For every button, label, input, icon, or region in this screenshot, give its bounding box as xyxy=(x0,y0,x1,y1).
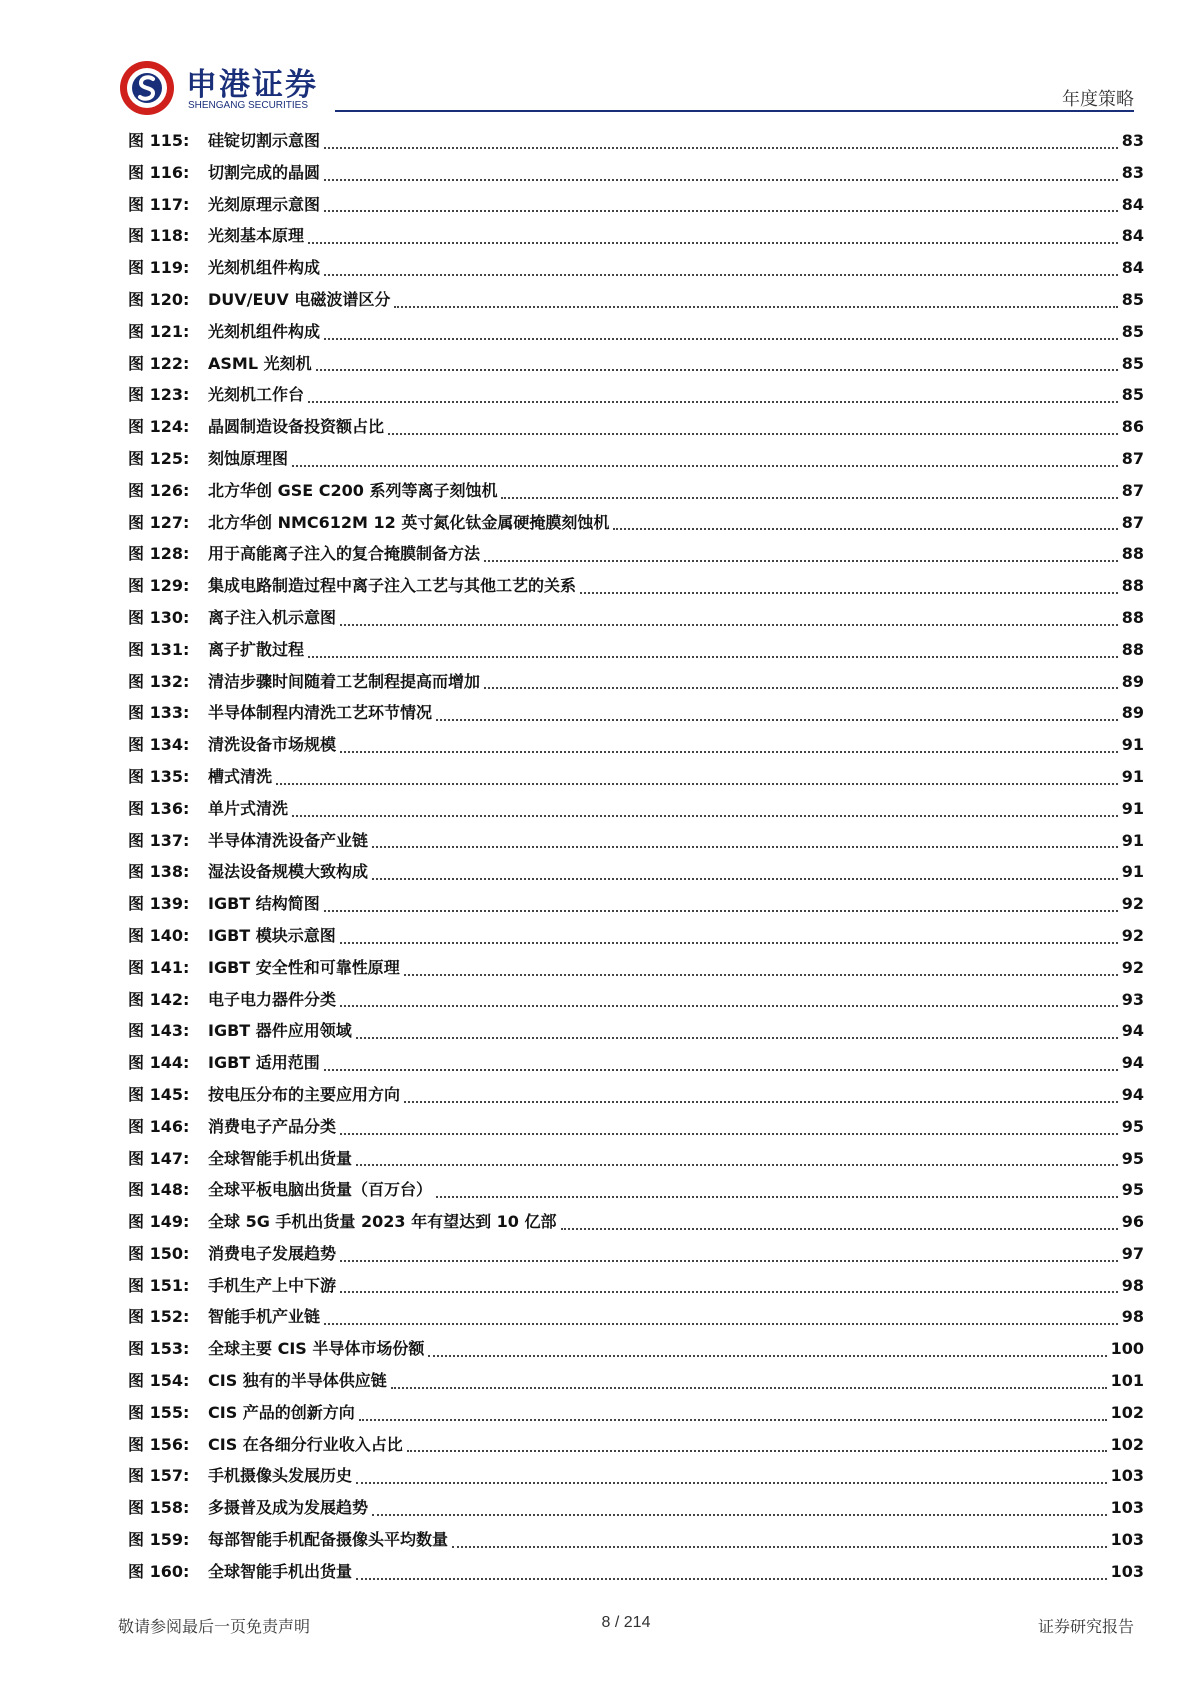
page-number: 84 xyxy=(1121,258,1144,278)
toc-entry[interactable] xyxy=(128,573,1144,605)
toc-entry[interactable] xyxy=(128,891,1144,923)
report-section-label: 年度策略 xyxy=(1062,89,1134,110)
dot-leader xyxy=(501,496,1117,499)
page-number: 85 xyxy=(1121,289,1144,309)
figure-title: 每部智能手机配备摄像头平均数量 xyxy=(208,1530,449,1550)
page-number: 91 xyxy=(1121,735,1144,755)
dot-leader xyxy=(340,1004,1118,1007)
brand-english-name: SHENGANG SECURITIES xyxy=(188,100,309,111)
page-indicator: 8 / 214 xyxy=(601,1614,651,1631)
figure-title: 清洁步骤时间随着工艺制程提高而增加 xyxy=(208,671,481,691)
figure-number: 图 150: xyxy=(128,1243,190,1263)
figure-number: 图 154: xyxy=(128,1371,190,1391)
toc-entry[interactable] xyxy=(128,510,1144,542)
dot-leader xyxy=(356,1577,1107,1580)
toc-entry[interactable] xyxy=(128,1050,1144,1082)
figure-title: 硅锭切割示意图 xyxy=(208,131,321,150)
toc-entry[interactable] xyxy=(128,1336,1144,1368)
figure-number: 图 130: xyxy=(128,607,190,627)
dot-leader xyxy=(308,241,1118,244)
dot-leader xyxy=(436,718,1118,721)
dot-leader xyxy=(391,1386,1107,1389)
page-number: 102 xyxy=(1110,1402,1144,1422)
dot-leader xyxy=(292,814,1118,817)
dot-leader xyxy=(340,1259,1118,1262)
figure-title: CIS 产品的创新方向 xyxy=(208,1402,355,1422)
page-footer xyxy=(118,1614,1134,1636)
toc-entry[interactable] xyxy=(128,255,1144,287)
dot-leader xyxy=(324,337,1118,340)
page-number: 95 xyxy=(1121,1148,1144,1168)
figure-number: 图 138: xyxy=(128,862,190,882)
figure-number: 图 116: xyxy=(128,162,190,182)
dot-leader xyxy=(404,1100,1118,1103)
figure-number: 图 125: xyxy=(128,448,190,468)
figure-number: 图 131: xyxy=(128,639,190,659)
toc-entry[interactable] xyxy=(128,796,1144,828)
dot-leader xyxy=(394,305,1117,308)
figure-title: 手机生产上中下游 xyxy=(208,1275,337,1295)
figure-title: CIS 在各细分行业收入占比 xyxy=(208,1434,403,1454)
shengang-logo-icon xyxy=(118,59,176,117)
dot-leader xyxy=(324,1068,1118,1071)
figure-title: IGBT 安全性和可靠性原理 xyxy=(208,957,400,977)
page-number: 94 xyxy=(1121,1021,1144,1041)
figure-number: 图 122: xyxy=(128,353,190,373)
toc-entry[interactable] xyxy=(128,1463,1144,1495)
dot-leader xyxy=(340,623,1118,626)
toc-entry[interactable] xyxy=(128,478,1144,510)
dot-leader xyxy=(372,877,1118,880)
dot-leader xyxy=(388,432,1118,435)
toc-entry[interactable] xyxy=(128,223,1144,255)
figure-number: 图 115: xyxy=(128,131,190,150)
page-number: 84 xyxy=(1121,226,1144,246)
figure-title: 光刻机工作台 xyxy=(208,385,305,405)
page-number: 93 xyxy=(1121,989,1144,1009)
page-number: 103 xyxy=(1110,1530,1144,1550)
figure-title: IGBT 结构简图 xyxy=(208,894,320,914)
page-number: 95 xyxy=(1121,1116,1144,1136)
dot-leader xyxy=(372,845,1118,848)
figure-title: 晶圆制造设备投资额占比 xyxy=(208,417,385,437)
figure-number: 图 147: xyxy=(128,1148,190,1168)
figure-number: 图 139: xyxy=(128,894,190,914)
figure-title: 消费电子发展趋势 xyxy=(208,1243,337,1263)
figure-title: 半导体制程内清洗工艺环节情况 xyxy=(208,703,433,723)
page-number: 88 xyxy=(1121,576,1144,596)
toc-entry[interactable] xyxy=(128,1368,1144,1400)
dot-leader xyxy=(436,1195,1118,1198)
figure-title: 全球 5G 手机出货量 2023 年有望达到 10 亿部 xyxy=(208,1212,557,1232)
figure-list xyxy=(128,128,1144,1591)
dot-leader xyxy=(324,146,1118,149)
figure-title: 半导体清洗设备产业链 xyxy=(208,830,369,850)
page-number: 83 xyxy=(1121,162,1144,182)
figure-title: 切割完成的晶圆 xyxy=(208,162,321,182)
page-number: 94 xyxy=(1121,1053,1144,1073)
dot-leader xyxy=(484,686,1118,689)
page-number: 100 xyxy=(1110,1339,1144,1359)
dot-leader xyxy=(308,655,1118,658)
toc-entry[interactable] xyxy=(128,192,1144,224)
toc-entry[interactable] xyxy=(128,1559,1144,1591)
figure-title: 光刻机组件构成 xyxy=(208,258,321,278)
toc-entry[interactable] xyxy=(128,732,1144,764)
toc-entry[interactable] xyxy=(128,923,1144,955)
figure-title: 用于高能离子注入的复合掩膜制备方法 xyxy=(208,544,481,564)
figure-number: 图 152: xyxy=(128,1307,190,1327)
figure-title: 电子电力器件分类 xyxy=(208,989,337,1009)
page-number: 103 xyxy=(1110,1561,1144,1581)
figure-number: 图 119: xyxy=(128,258,190,278)
dot-leader xyxy=(372,1513,1107,1516)
toc-entry[interactable] xyxy=(128,1495,1144,1527)
page-number: 94 xyxy=(1121,1084,1144,1104)
figure-number: 图 118: xyxy=(128,226,190,246)
figure-number: 图 144: xyxy=(128,1053,190,1073)
page-number: 92 xyxy=(1121,894,1144,914)
dot-leader xyxy=(340,941,1118,944)
dot-leader xyxy=(428,1354,1106,1357)
dot-leader xyxy=(340,1132,1118,1135)
figure-title: 按电压分布的主要应用方向 xyxy=(208,1084,401,1104)
toc-entry[interactable] xyxy=(128,287,1144,319)
dot-leader xyxy=(404,973,1118,976)
dot-leader xyxy=(308,400,1118,403)
figure-number: 图 158: xyxy=(128,1498,190,1518)
figure-number: 图 123: xyxy=(128,385,190,405)
figure-title: 全球平板电脑出货量（百万台） xyxy=(208,1180,433,1200)
toc-entry[interactable] xyxy=(128,382,1144,414)
figure-title: 消费电子产品分类 xyxy=(208,1116,337,1136)
toc-entry[interactable] xyxy=(128,1432,1144,1464)
page-number: 103 xyxy=(1110,1498,1144,1518)
brand-name: 申港证券 xyxy=(186,67,318,103)
figure-number: 图 128: xyxy=(128,544,190,564)
figure-number: 图 156: xyxy=(128,1434,190,1454)
dot-leader xyxy=(561,1227,1118,1230)
page-number: 86 xyxy=(1121,417,1144,437)
dot-leader xyxy=(324,178,1118,181)
figure-number: 图 142: xyxy=(128,989,190,1009)
page-number: 83 xyxy=(1121,131,1144,150)
toc-entry[interactable] xyxy=(128,987,1144,1019)
figure-title: 湿法设备规模大致构成 xyxy=(208,862,369,882)
figure-title: 北方华创 NMC612M 12 英寸氮化钛金属硬掩膜刻蚀机 xyxy=(208,512,610,532)
page-number: 85 xyxy=(1121,321,1144,341)
figure-title: 离子注入机示意图 xyxy=(208,607,337,627)
figure-number: 图 135: xyxy=(128,766,190,786)
dot-leader xyxy=(484,559,1118,562)
page-number: 89 xyxy=(1121,703,1144,723)
figure-title: 集成电路制造过程中离子注入工艺与其他工艺的关系 xyxy=(208,576,577,596)
figure-title: 光刻原理示意图 xyxy=(208,194,321,214)
toc-entry[interactable] xyxy=(128,1527,1144,1559)
figure-title: 刻蚀原理图 xyxy=(208,448,289,468)
toc-entry[interactable] xyxy=(128,128,1144,160)
toc-entry[interactable] xyxy=(128,1304,1144,1336)
page-number: 87 xyxy=(1121,512,1144,532)
toc-entry[interactable] xyxy=(128,319,1144,351)
toc-entry[interactable] xyxy=(128,414,1144,446)
toc-entry[interactable] xyxy=(128,1177,1144,1209)
figure-number: 图 146: xyxy=(128,1116,190,1136)
figure-number: 图 117: xyxy=(128,194,190,214)
dot-leader xyxy=(356,1163,1118,1166)
page-number: 88 xyxy=(1121,544,1144,564)
figure-number: 图 126: xyxy=(128,480,190,500)
page-number: 101 xyxy=(1110,1371,1144,1391)
page-header xyxy=(118,55,1134,115)
figure-title: 智能手机产业链 xyxy=(208,1307,321,1327)
figure-number: 图 141: xyxy=(128,957,190,977)
report-type: 证券研究报告 xyxy=(1037,1617,1134,1636)
toc-entry[interactable] xyxy=(128,859,1144,891)
figure-number: 图 129: xyxy=(128,576,190,596)
page-number: 103 xyxy=(1110,1466,1144,1486)
page-number: 98 xyxy=(1121,1307,1144,1327)
toc-entry[interactable] xyxy=(128,828,1144,860)
figure-number: 图 137: xyxy=(128,830,190,850)
dot-leader xyxy=(340,750,1118,753)
page-number: 89 xyxy=(1121,671,1144,691)
figure-title: 清洗设备市场规模 xyxy=(208,735,337,755)
figure-number: 图 140: xyxy=(128,925,190,945)
figure-number: 图 145: xyxy=(128,1084,190,1104)
dot-leader xyxy=(324,1322,1118,1325)
figure-title: 光刻机组件构成 xyxy=(208,321,321,341)
toc-entry[interactable] xyxy=(128,1400,1144,1432)
page-number: 96 xyxy=(1121,1212,1144,1232)
page-number: 98 xyxy=(1121,1275,1144,1295)
toc-entry[interactable] xyxy=(128,1209,1144,1241)
figure-title: IGBT 器件应用领域 xyxy=(208,1021,352,1041)
toc-entry[interactable] xyxy=(128,637,1144,669)
toc-entry[interactable] xyxy=(128,1241,1144,1273)
page-number: 92 xyxy=(1121,957,1144,977)
page-number: 91 xyxy=(1121,862,1144,882)
dot-leader xyxy=(356,1036,1118,1039)
toc-entry[interactable] xyxy=(128,764,1144,796)
figure-number: 图 120: xyxy=(128,289,190,309)
figure-title: ASML 光刻机 xyxy=(208,353,312,373)
toc-entry[interactable] xyxy=(128,1146,1144,1178)
page-number: 95 xyxy=(1121,1180,1144,1200)
figure-number: 图 155: xyxy=(128,1402,190,1422)
disclaimer-note: 敬请参阅最后一页免责声明 xyxy=(118,1617,311,1636)
page-number: 91 xyxy=(1121,766,1144,786)
toc-entry[interactable] xyxy=(128,351,1144,383)
toc-entry[interactable] xyxy=(128,160,1144,192)
page-number: 85 xyxy=(1121,353,1144,373)
page-number: 91 xyxy=(1121,830,1144,850)
page-number: 84 xyxy=(1121,194,1144,214)
page-number: 88 xyxy=(1121,607,1144,627)
page-number: 91 xyxy=(1121,798,1144,818)
dot-leader xyxy=(613,527,1117,530)
dot-leader xyxy=(340,1290,1118,1293)
figure-title: IGBT 模块示意图 xyxy=(208,925,336,945)
figure-number: 图 151: xyxy=(128,1275,190,1295)
figure-title: 全球智能手机出货量 xyxy=(208,1148,353,1168)
dot-leader xyxy=(276,782,1118,785)
toc-entry[interactable] xyxy=(128,1114,1144,1146)
figure-number: 图 136: xyxy=(128,798,190,818)
dot-leader xyxy=(452,1545,1107,1548)
dot-leader xyxy=(407,1449,1107,1452)
page-number: 87 xyxy=(1121,480,1144,500)
dot-leader xyxy=(580,591,1118,594)
figure-number: 图 157: xyxy=(128,1466,190,1486)
figure-number: 图 160: xyxy=(128,1561,190,1581)
dot-leader xyxy=(324,209,1118,212)
figure-title: 手机摄像头发展历史 xyxy=(208,1466,353,1486)
toc-entry[interactable] xyxy=(128,605,1144,637)
figure-title: 光刻基本原理 xyxy=(208,226,305,246)
figure-title: IGBT 适用范围 xyxy=(208,1053,320,1073)
figure-title: 全球智能手机出货量 xyxy=(208,1561,353,1581)
figure-title: 槽式清洗 xyxy=(208,766,273,786)
figure-number: 图 159: xyxy=(128,1530,190,1550)
dot-leader xyxy=(359,1418,1107,1421)
figure-number: 图 153: xyxy=(128,1339,190,1359)
dot-leader xyxy=(356,1481,1107,1484)
toc-entry[interactable] xyxy=(128,446,1144,478)
dot-leader xyxy=(324,273,1118,276)
page-number: 102 xyxy=(1110,1434,1144,1454)
toc-entry[interactable] xyxy=(128,1082,1144,1114)
dot-leader xyxy=(316,368,1118,371)
figure-number: 图 121: xyxy=(128,321,190,341)
header-divider xyxy=(335,110,1134,112)
toc-entry[interactable] xyxy=(128,700,1144,732)
figure-number: 图 132: xyxy=(128,671,190,691)
toc-entry[interactable] xyxy=(128,669,1144,701)
figure-title: 北方华创 GSE C200 系列等离子刻蚀机 xyxy=(208,480,498,500)
figure-number: 图 148: xyxy=(128,1180,190,1200)
figure-number: 图 133: xyxy=(128,703,190,723)
page-number: 87 xyxy=(1121,448,1144,468)
figure-number: 图 127: xyxy=(128,512,190,532)
figure-number: 图 149: xyxy=(128,1212,190,1232)
toc-entry[interactable] xyxy=(128,955,1144,987)
figure-title: 多摄普及成为发展趋势 xyxy=(208,1498,369,1518)
page-number: 85 xyxy=(1121,385,1144,405)
page-number: 88 xyxy=(1121,639,1144,659)
figure-number: 图 124: xyxy=(128,417,190,437)
figure-title: 全球主要 CIS 半导体市场份额 xyxy=(208,1339,425,1359)
figure-title: 单片式清洗 xyxy=(208,798,289,818)
figure-number: 图 134: xyxy=(128,735,190,755)
toc-entry[interactable] xyxy=(128,1018,1144,1050)
toc-entry[interactable] xyxy=(128,1273,1144,1305)
figure-number: 图 143: xyxy=(128,1021,190,1041)
toc-entry[interactable] xyxy=(128,541,1144,573)
page-number: 92 xyxy=(1121,925,1144,945)
page-number: 97 xyxy=(1121,1243,1144,1263)
figure-title: 离子扩散过程 xyxy=(208,639,305,659)
figure-title: DUV/EUV 电磁波谱区分 xyxy=(208,289,391,309)
figure-title: CIS 独有的半导体供应链 xyxy=(208,1371,387,1391)
dot-leader xyxy=(324,909,1118,912)
dot-leader xyxy=(292,464,1118,467)
